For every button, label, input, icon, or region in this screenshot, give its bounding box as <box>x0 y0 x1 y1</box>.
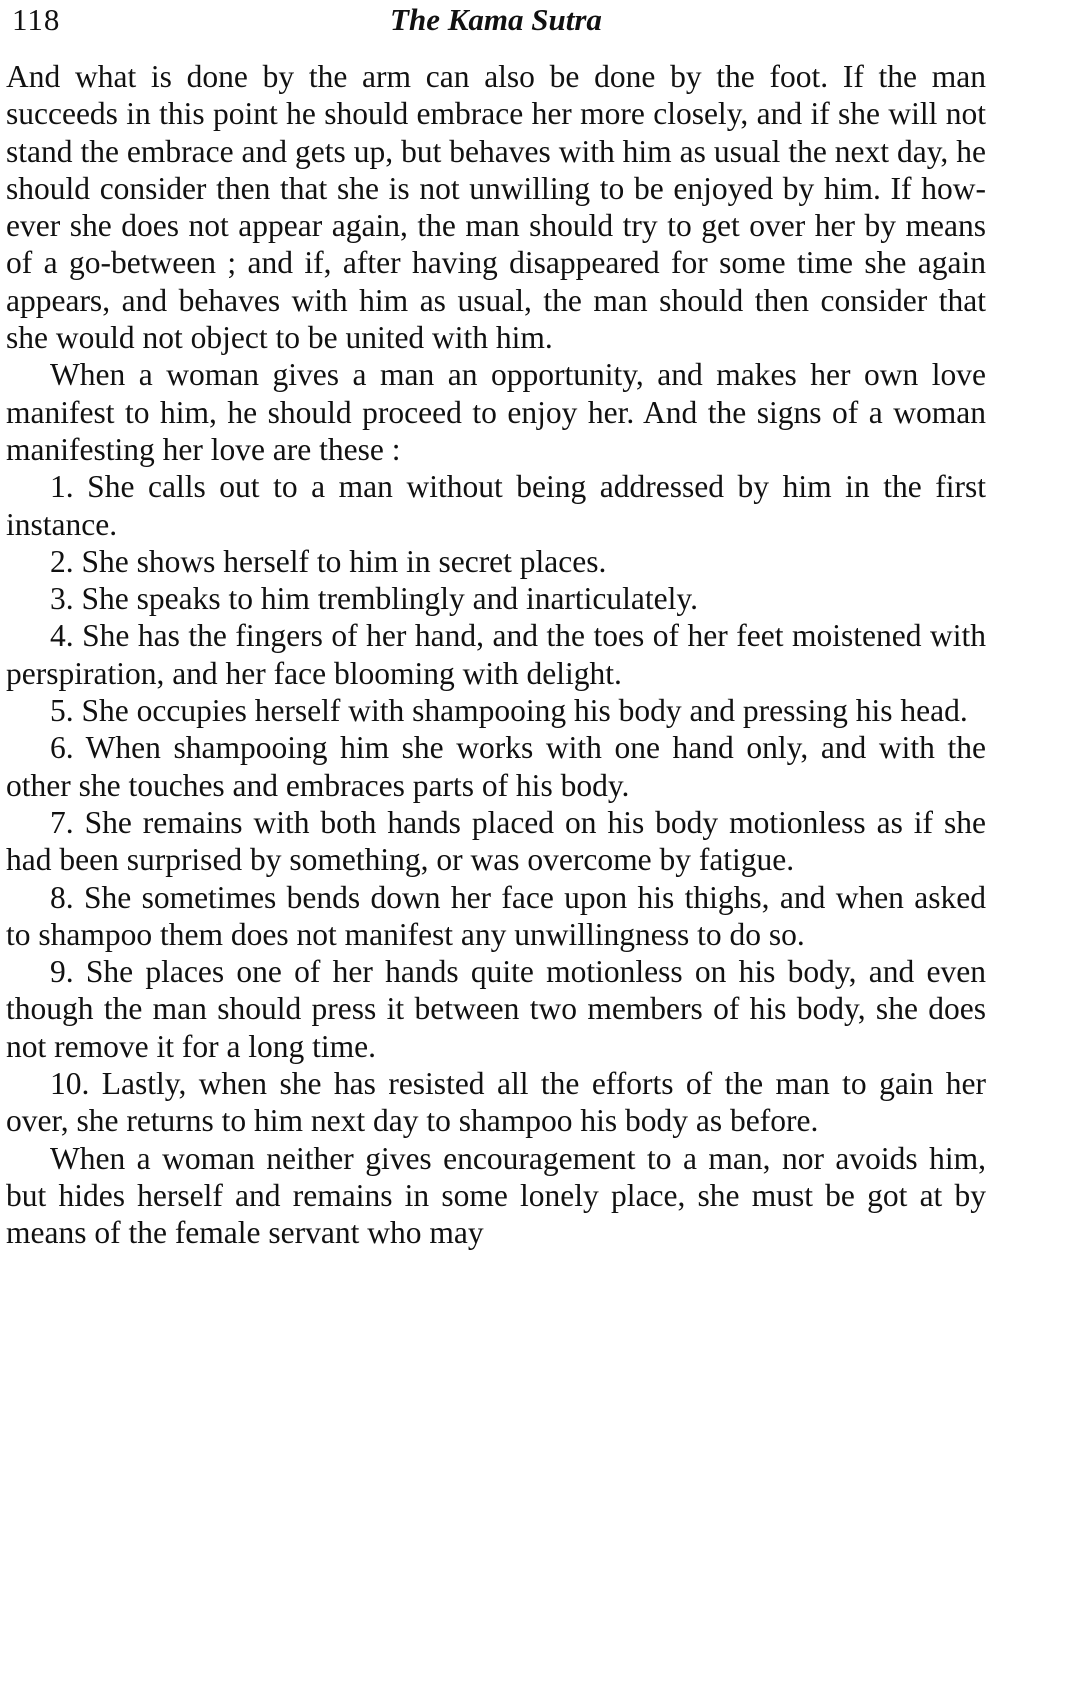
list-item: 8. She sometimes bends down her face upon his thighs, and when asked to shampoo them does not manifest any unwillingness to do so. <box>6 879 986 952</box>
list-item: 7. She remains with both hands placed on his body motionless as if she had been surprised by something, or was overcome by fatigue. <box>6 804 986 878</box>
list-item: 6. When shampooing him she works with one hand only, and with the other she touches and embraces parts of his body. <box>6 730 986 803</box>
running-title: The Kama Sutra <box>390 2 602 37</box>
page-number: 118 <box>12 2 61 37</box>
paragraph: When a woman gives a man an opportunity, and makes her own love manifest to him, he should proceed to enjoy her. And the signs of a woman manifesting her love are these : <box>6 357 986 467</box>
list-item: 5. She occupies herself with shampooing his body and pressing his head. <box>50 693 968 729</box>
list-item: 9. She places one of her hands quite motionless on his body, and even though the man should press it between two members of his body, she does not remove it for a long time. <box>6 954 986 1064</box>
list-item: 2. She shows herself to him in secret places. <box>50 543 607 579</box>
page-header <box>6 0 986 58</box>
paragraph: When a woman neither gives encouragement to a man, nor avoids him, but hides herself and remains in some lonely place, she must be got at by means of the female servant who may <box>6 1140 986 1251</box>
list-item: 4. She has the fingers of her hand, and the toes of her feet moistened with perspiration, and her face blooming with delight. <box>6 618 986 691</box>
book-page <box>6 0 986 1690</box>
list-item: 10. Lastly, when she has resisted all the efforts of the man to gain her over, she returns to him next day to shampoo his body as before. <box>6 1066 986 1139</box>
list-item: 3. She speaks to him tremblingly and inarticulately. <box>50 581 698 617</box>
paragraph: And what is done by the arm can also be done by the foot. If the man succeeds in this point he should embrace her more closely, and if she will not stand the embrace and gets up, but behaves with him as usual the next day, he should consider then that she is not unwilling to be enjoyed by him. If however she does not appear again, the man should try to get over her by means of a go-between ; and if, after having disappeared for some time she again appears, and behaves with him as usual, the man should then consider that she would not object to be united with him. <box>6 59 986 356</box>
body-text <box>6 58 986 1252</box>
list-item: 1. She calls out to a man without being addressed by him in the first instance. <box>6 469 986 542</box>
